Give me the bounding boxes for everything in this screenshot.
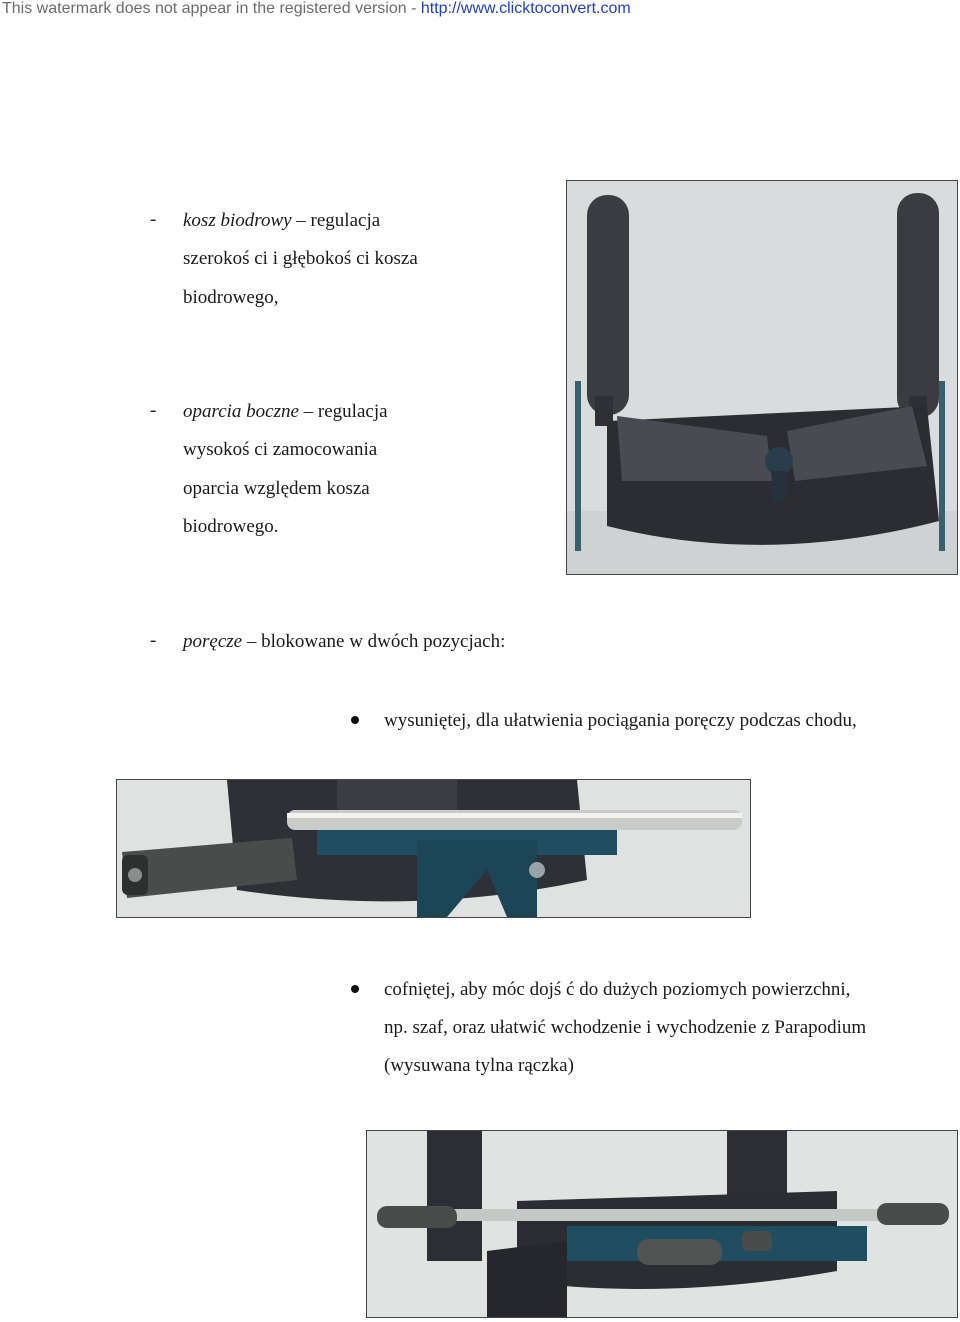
oparcia-term: oparcia boczne xyxy=(183,401,299,422)
bullet-retracted-line-2: np. szaf, oraz ułatwić wchodzenie i wychodzenie z Parapodium xyxy=(384,1017,867,1038)
oparcia-line-2: wysokoś ci zamocowania xyxy=(183,439,378,460)
watermark xyxy=(2,0,631,18)
list-dash: - xyxy=(150,630,157,651)
bullet-extended-text: wysuniętej, dla ułatwienia pociągania poręczy podczas chodu, xyxy=(384,710,857,731)
porecze-term: poręcze xyxy=(183,631,243,652)
hip-basket-image xyxy=(567,181,957,574)
retracted-handle-image xyxy=(367,1131,957,1317)
oparcia-line-3: oparcia względem kosza xyxy=(183,478,370,499)
watermark-link[interactable]: http://www.clicktoconvert.com xyxy=(420,0,631,17)
kosz-line-2: szerokoś ci i głębokoś ci kosza xyxy=(183,248,418,269)
bullet-retracted-line-3: (wysuwana tylna rączka) xyxy=(384,1055,574,1076)
bullet-icon xyxy=(351,716,359,724)
kosz-term: kosz biodrowy xyxy=(183,210,292,231)
porecze-line-1 xyxy=(183,632,505,651)
oparcia-line-1 xyxy=(183,402,388,421)
porecze-desc: – blokowane w dwóch pozycjach: xyxy=(242,631,506,652)
extended-handrail-image xyxy=(117,780,750,917)
kosz-desc: – regulacja xyxy=(291,210,381,231)
bullet-icon xyxy=(351,985,359,993)
hip-basket-photo xyxy=(566,180,958,575)
retracted-handle-photo xyxy=(366,1130,958,1318)
oparcia-line-4: biodrowego. xyxy=(183,516,279,537)
extended-handrail-photo xyxy=(116,779,751,918)
bullet-retracted-line-1: cofniętej, aby móc dojś ć do dużych poziomych powierzchni, xyxy=(384,979,851,1000)
kosz-line-1 xyxy=(183,211,380,230)
list-dash: - xyxy=(150,400,157,421)
kosz-line-3: biodrowego, xyxy=(183,287,279,308)
watermark-text: This watermark does not appear in the registered version - xyxy=(2,0,421,17)
oparcia-desc: – regulacja xyxy=(298,401,388,422)
list-dash: - xyxy=(150,209,157,230)
